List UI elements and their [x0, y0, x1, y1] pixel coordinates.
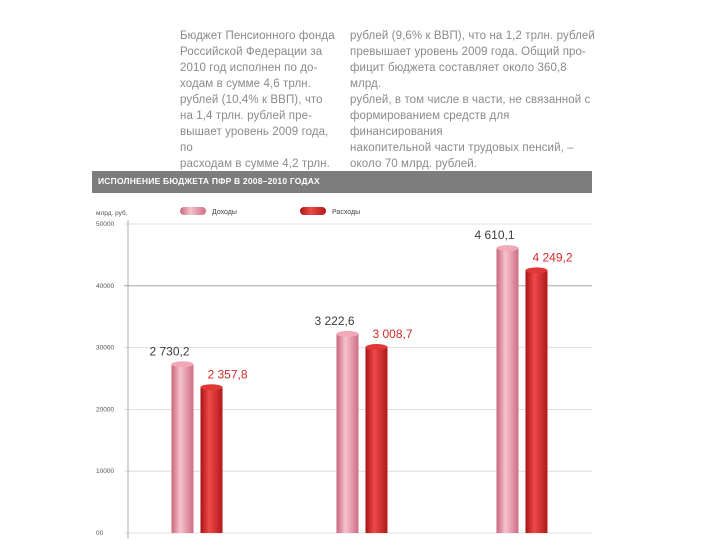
bar-expense	[201, 387, 223, 533]
y-tick-label: 50000	[96, 221, 115, 228]
bar-cap	[201, 384, 223, 390]
bar-income	[497, 248, 519, 533]
bar-cap	[526, 267, 548, 273]
y-tick-label: 30000	[96, 344, 115, 352]
legend	[180, 207, 360, 216]
y-tick-label: 40000	[96, 282, 115, 290]
chart-title: ИСПОЛНЕНИЕ БЮДЖЕТА ПФР В 2008–2010 ГОДАХ	[98, 176, 320, 186]
bar-cap	[497, 245, 519, 251]
legend-swatch	[300, 207, 326, 215]
y-tick-label: 00	[96, 530, 104, 537]
bar-expense	[366, 347, 388, 533]
y-axis	[96, 209, 128, 539]
legend-label: Расходы	[332, 209, 361, 216]
bar-cap	[366, 344, 388, 350]
data-label: 3 222,6	[314, 313, 355, 328]
y-tick-label: 20000	[96, 406, 115, 414]
data-label: 4 249,2	[532, 250, 573, 265]
bar-income	[172, 364, 194, 533]
data-label: 4 610,1	[474, 228, 515, 243]
bar-income	[337, 334, 359, 533]
data-label: 3 008,7	[372, 327, 413, 342]
data-label: 2 730,2	[149, 344, 190, 359]
bar-expense	[526, 270, 548, 533]
y-axis-label: млрд. руб.	[96, 210, 128, 217]
body-text-left: Бюджет Пенсионного фонда Российской Федерации за 2010 год исполнен по до- ходам в сумме 4,6 трлн. рублей (10,4% к ВВП), что на 1,4 трлн. рублей пре- вышает уровень 2009 года, по расходам в сумме 4,2 трлн.	[180, 30, 335, 170]
legend-swatch	[180, 207, 206, 215]
bar-cap	[172, 361, 194, 367]
legend-label: Доходы	[212, 209, 237, 216]
bar-cap	[337, 331, 359, 337]
bars	[172, 245, 548, 533]
body-text-right: рублей (9,6% к ВВП), что на 1,2 трлн. рублей превышает уровень 2009 года. Общий про- фицит бюджета составляет около 360,8 млрд. рублей, в том числе в части, не связанной с формированием средств для финансирования накопительной части трудовых пенсий, – около 70 млрд. рублей.	[350, 30, 595, 170]
data-label: 2 357,8	[207, 367, 248, 382]
y-tick-label: 10000	[96, 468, 115, 476]
